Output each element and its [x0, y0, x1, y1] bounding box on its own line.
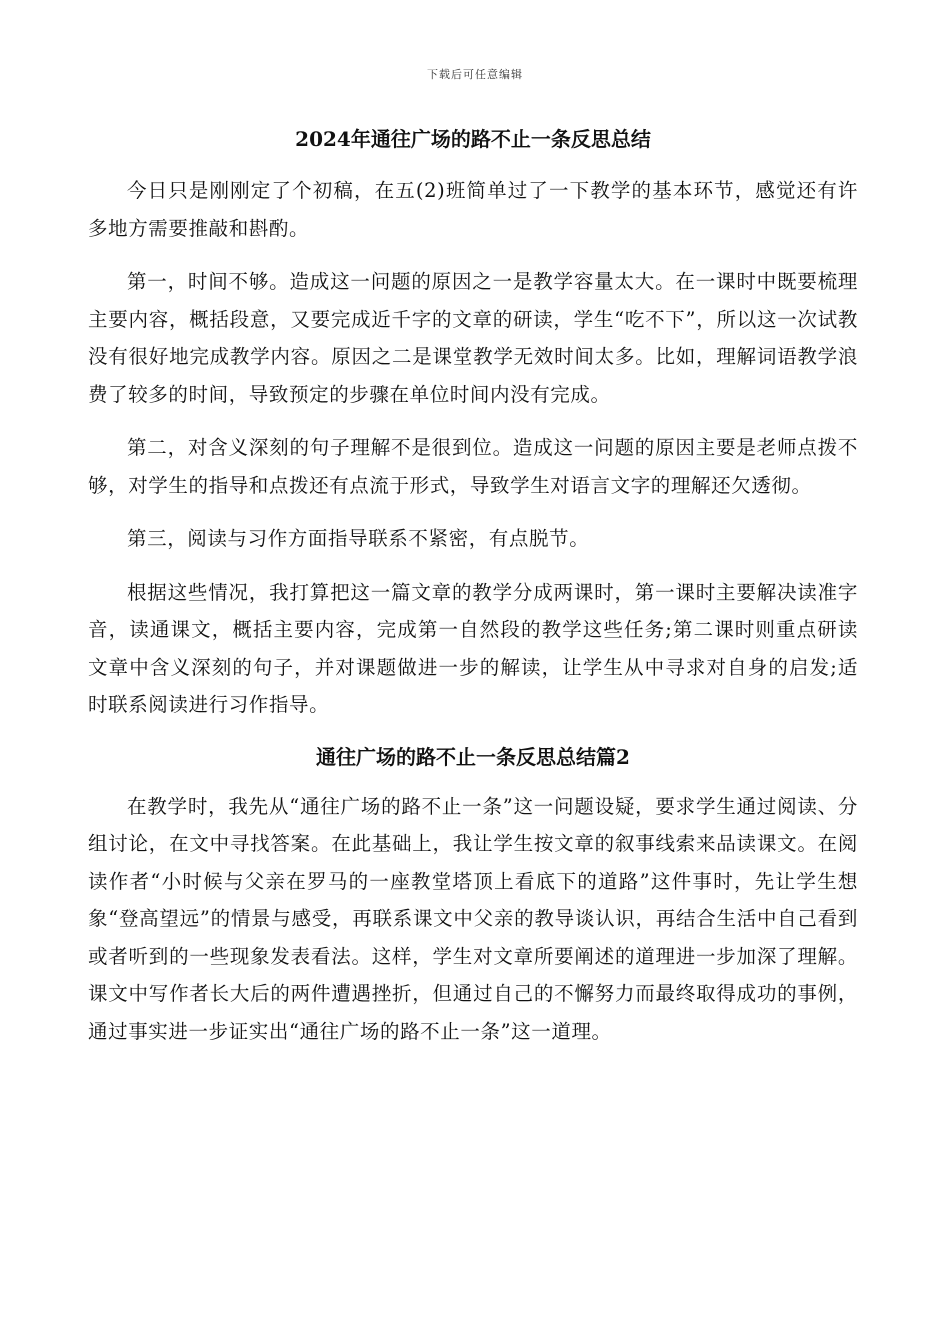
document-body: [88, 122, 858, 1066]
paragraph-second-point: 第二，对含义深刻的句子理解不是很到位。造成这一问题的原因主要是老师点拨不够，对学生的指导和点拨还有点流于形式，导致学生对语言文字的理解还欠透彻。: [88, 436, 858, 497]
paragraph-intro: 今日只是刚刚定了个初稿，在五(2)班简单过了一下教学的基本环节，感觉还有许多地方需要推敲和斟酌。: [88, 179, 858, 240]
document-title: 2024年通往广场的路不止一条反思总结: [295, 127, 651, 151]
paragraph-plan: 根据这些情况，我打算把这一篇文章的教学分成两课时，第一课时主要解决读准字音，读通课文，概括主要内容，完成第一自然段的教学这些任务;第二课时则重点研读文章中含义深刻的句子，并对课题做进一步的解读，让学生从中寻求对自身的启发;适时联系阅读进行习作指导。: [88, 580, 858, 716]
section2-title: 通往广场的路不止一条反思总结篇2: [316, 744, 630, 769]
header-note: 下载后可任意编辑: [427, 68, 523, 81]
paragraph-third-point: 第三，阅读与习作方面指导联系不紧密，有点脱节。: [127, 527, 590, 550]
section2-paragraph: 在教学时，我先从“通往广场的路不止一条”这一问题设疑，要求学生通过阅读、分组讨论，在文中寻找答案。在此基础上，我让学生按文章的叙事线索来品读课文。在阅读作者“小时候与父亲在罗马的一座教堂塔顶上看底下的道路”这件事时，先让学生想象“登高望远”的情景与感受，再联系课文中父亲的教导谈认识，再结合生活中自己看到或者听到的一些现象发表看法。这样，学生对文章所要阐述的道理进一步加深了理解。课文中写作者长大后的两件遭遇挫折，但通过自己的不懈努力而最终取得成功的事例，通过事实进一步证实出“通往广场的路不止一条”这一道理。: [88, 794, 858, 1043]
paragraph-first-point: 第一，时间不够。造成这一问题的原因之一是教学容量太大。在一课时中既要梳理主要内容，概括段意，又要完成近千字的文章的研读，学生“吃不下”，所以这一次试教没有很好地完成教学内容。原因之二是课堂教学无效时间太多。比如，理解词语教学浪费了较多的时间，导致预定的步骤在单位时间内没有完成。: [88, 270, 858, 406]
